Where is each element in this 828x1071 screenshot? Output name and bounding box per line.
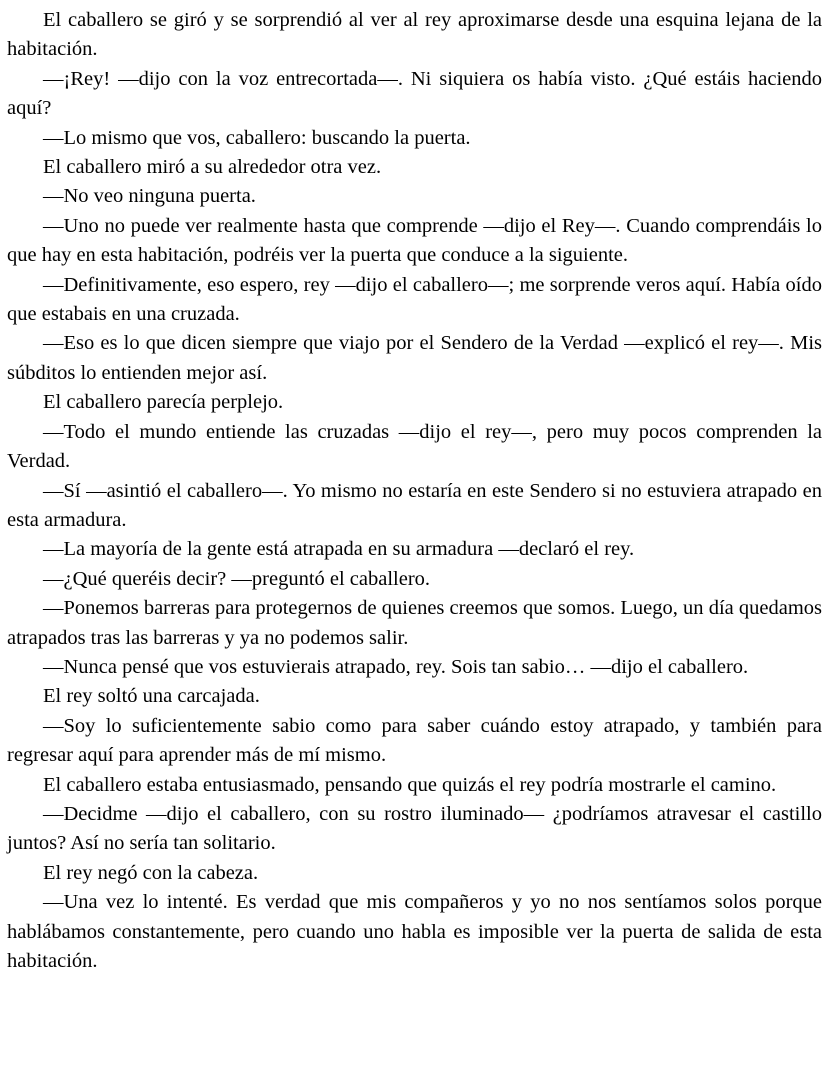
- paragraph: —Decidme —dijo el caballero, con su rostro iluminado— ¿podríamos atravesar el castillo juntos? Así no sería tan solitario.: [7, 802, 822, 855]
- paragraph: —Soy lo suficientemente sabio como para saber cuándo estoy atrapado, y también para regresar aquí para aprender más de mí mismo.: [7, 714, 822, 767]
- paragraph: El rey soltó una carcajada.: [43, 685, 260, 708]
- paragraph: —Ponemos barreras para protegernos de quienes creemos que somos. Luego, un día quedamos atrapados tras las barreras y ya no podemos salir.: [7, 597, 822, 649]
- paragraph: —La mayoría de la gente está atrapada en su armadura —declaró el rey.: [43, 538, 635, 561]
- paragraph: —Eso es lo que dicen siempre que viajo por el Sendero de la Verdad —explicó el rey—. Mis súbditos lo entienden mejor así.: [7, 332, 822, 384]
- paragraph: —Uno no puede ver realmente hasta que comprende —dijo el Rey—. Cuando comprendáis lo que hay en esta habitación, podréis ver la puerta que conduce a la siguiente.: [7, 214, 822, 267]
- paragraph: —Nunca pensé que vos estuvierais atrapado, rey. Sois tan sabio… —dijo el caballero.: [43, 655, 749, 678]
- paragraph: —No veo ninguna puerta.: [43, 185, 256, 208]
- paragraph: —Definitivamente, eso espero, rey —dijo el caballero—; me sorprende veros aquí. Había oído que estabais en una cruzada.: [7, 273, 822, 326]
- paragraph: —Todo el mundo entiende las cruzadas —dijo el rey—, pero muy pocos comprenden la Verdad.: [7, 420, 822, 473]
- paragraph: —Lo mismo que vos, caballero: buscando la puerta.: [43, 126, 471, 149]
- paragraph: —¿Qué queréis decir? —preguntó el caballero.: [43, 567, 431, 590]
- paragraph: El caballero estaba entusiasmado, pensando que quizás el rey podría mostrarle el camino.: [43, 773, 777, 796]
- paragraph: El caballero miró a su alrededor otra vez.: [43, 156, 382, 179]
- paragraph: —Sí —asintió el caballero—. Yo mismo no estaría en este Sendero si no estuviera atrapado en esta armadura.: [7, 479, 822, 531]
- paragraph: —Una vez lo intenté. Es verdad que mis compañeros y yo no nos sentíamos solos porque hablábamos constantemente, pero cuando uno habla es imposible ver la puerta de salida de esta habitación.: [7, 891, 822, 972]
- paragraph: El caballero se giró y se sorprendió al ver al rey aproximarse desde una esquina lejana de la habitación.: [7, 9, 822, 61]
- paragraph: El rey negó con la cabeza.: [43, 861, 259, 884]
- paragraph: —¡Rey! —dijo con la voz entrecortada—. Ni siquiera os había visto. ¿Qué estáis haciendo aquí?: [7, 67, 822, 120]
- paragraph: El caballero parecía perplejo.: [43, 391, 284, 414]
